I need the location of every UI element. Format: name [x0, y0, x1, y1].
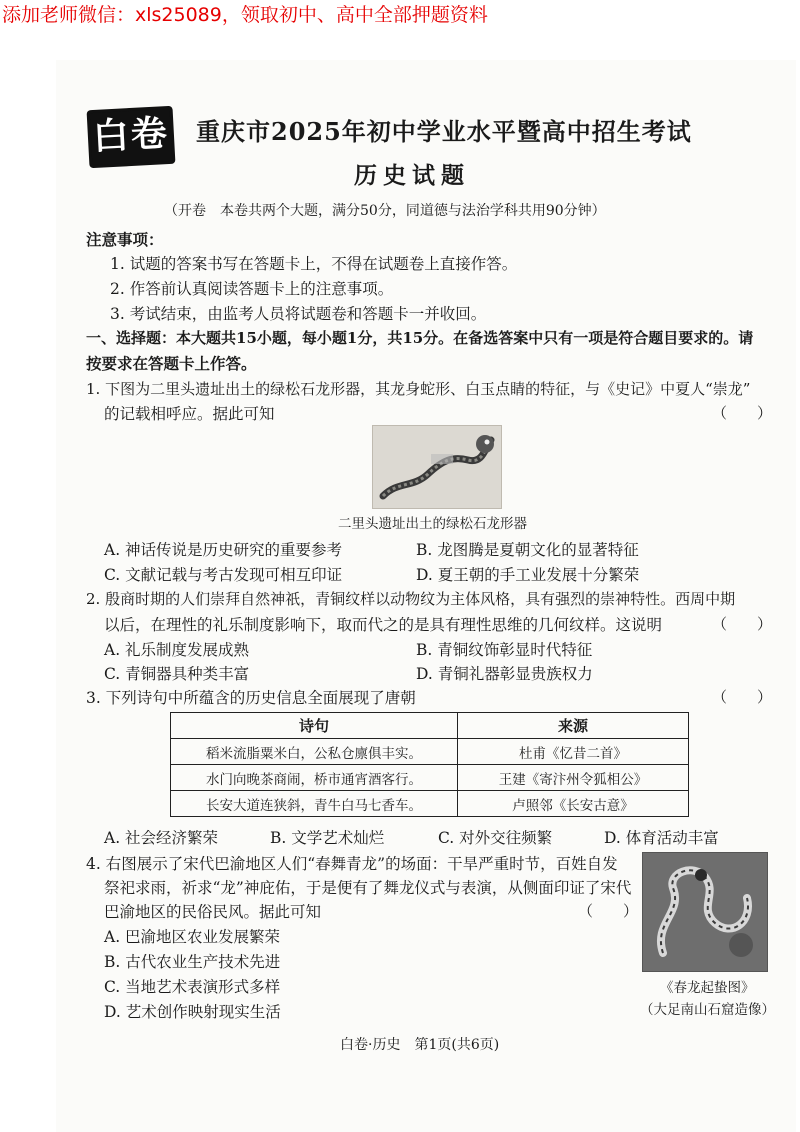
exam-title: 重庆市2025年初中学业水平暨高中招生考试	[196, 117, 692, 146]
q4-stem-line2: 祭祀求雨，祈求“龙”神庇佑，于是便有了舞龙仪式与表演，从侧面印证了宋代	[104, 879, 632, 897]
q3-option-b: B. 文学艺术灿烂	[270, 829, 385, 847]
q2-option-c: C. 青铜器具种类丰富	[104, 665, 250, 683]
q1-answer-paren: （ ）	[712, 404, 773, 422]
q3-option-c: C. 对外交往频繁	[438, 829, 553, 847]
notes-heading: 注意事项：	[86, 230, 164, 249]
promo-banner: 添加老师微信：xls25089，领取初中、高中全部押题资料	[2, 4, 488, 26]
table-cell-source: 卢照邻《长安古意》	[458, 791, 689, 817]
paper-stamp: 白卷	[87, 106, 176, 168]
q2-option-b: B. 青铜纹饰彰显时代特征	[416, 641, 593, 659]
notes-item-1: 1. 试题的答案书写在答题卡上，不得在试题卷上直接作答。	[110, 255, 518, 273]
q3-option-d: D. 体育活动丰富	[604, 829, 719, 847]
q2-option-a: A. 礼乐制度发展成熟	[104, 641, 250, 659]
table-cell-poem: 长安大道连狭斜，青牛白马七香车。	[171, 791, 458, 817]
q2-answer-paren: （ ）	[712, 615, 773, 633]
notes-item-2: 2. 作答前认真阅读答题卡上的注意事项。	[110, 280, 394, 298]
dragon-artifact-image	[373, 426, 501, 508]
table-cell-poem: 稻米流脂粟米白，公私仓廪俱丰实。	[171, 739, 458, 765]
q1-option-a: A. 神话传说是历史研究的重要参考	[104, 541, 343, 559]
table-cell-source: 王建《寄汴州令狐相公》	[458, 765, 689, 791]
q2-stem-line2: 以后，在理性的礼乐制度影响下，取而代之的是具有理性思维的几何纹样。这说明	[104, 616, 663, 634]
q4-option-d: D. 艺术创作映射现实生活	[104, 1003, 281, 1021]
q4-figure-caption-title: 《春龙起蛰图》	[660, 980, 755, 996]
q4-option-c: C. 当地艺术表演形式多样	[104, 978, 281, 996]
stone-carving-image	[643, 853, 767, 971]
table-row	[171, 765, 689, 791]
table-cell-poem: 水门向晚茶商闹，桥市通宵酒客行。	[171, 765, 458, 791]
q4-stem-line1: 4. 右图展示了宋代巴渝地区人们“春舞青龙”的场面：干旱严重时节，百姓自发	[86, 855, 618, 873]
section1-instructions-line2: 按要求在答题卡上作答。	[86, 354, 257, 373]
page-footer: 白卷·历史 第1页(共6页)	[340, 1037, 500, 1053]
exam-note: （开卷 本卷共两个大题，满分50分，同道德与法治学科共用90分钟）	[164, 203, 606, 219]
q4-figure-caption-source: （大足南山石窟造像）	[640, 1002, 775, 1018]
q2-stem-line1: 2. 殷商时期的人们崇拜自然神祇，青铜纹样以动物纹为主体风格，具有强烈的崇神特性。西周中期	[86, 590, 736, 608]
table-header-source: 来源	[458, 713, 689, 739]
table-row	[171, 791, 689, 817]
q1-stem-line1: 1. 下图为二里头遗址出土的绿松石龙形器，其龙身蛇形、白玉点睛的特征，与《史记》中夏人“崇龙”	[86, 380, 751, 398]
q1-option-d: D. 夏王朝的手工业发展十分繁荣	[416, 566, 640, 584]
q4-option-a: A. 巴渝地区农业发展繁荣	[104, 928, 281, 946]
q4-option-b: B. 古代农业生产技术先进	[104, 953, 281, 971]
q2-option-d: D. 青铜礼器彰显贵族权力	[416, 665, 593, 683]
q3-stem: 3. 下列诗句中所蕴含的历史信息全面展现了唐朝	[86, 689, 416, 707]
table-header-row	[171, 713, 689, 739]
q1-stem-line2: 的记载相呼应。据此可知	[104, 405, 275, 423]
q4-stem-line3: 巴渝地区的民俗民风。据此可知	[104, 903, 322, 921]
section1-instructions-line1: 一、选择题：本大题共15小题，每小题1分，共15分。在备选答案中只有一项是符合题目要求的。请	[86, 329, 754, 347]
notes-item-3: 3. 考试结束，由监考人员将试题卷和答题卡一并收回。	[110, 305, 487, 323]
q3-answer-paren: （ ）	[712, 688, 773, 706]
q1-option-c: C. 文献记载与考古发现可相互印证	[104, 566, 343, 584]
q1-figure-caption: 二里头遗址出土的绿松石龙形器	[338, 516, 527, 532]
q4-answer-paren: （ ）	[578, 902, 639, 920]
q1-option-b: B. 龙图腾是夏朝文化的显著特征	[416, 541, 639, 559]
q4-figure-spring-dragon-carving	[642, 852, 768, 972]
table-header-poem: 诗句	[171, 713, 458, 739]
table-row	[171, 739, 689, 765]
exam-subtitle: 历史试题	[354, 162, 470, 189]
q3-poem-table	[170, 712, 689, 817]
table-cell-source: 杜甫《忆昔二首》	[458, 739, 689, 765]
q3-option-a: A. 社会经济繁荣	[104, 829, 219, 847]
q1-figure-turquoise-dragon	[372, 425, 502, 509]
